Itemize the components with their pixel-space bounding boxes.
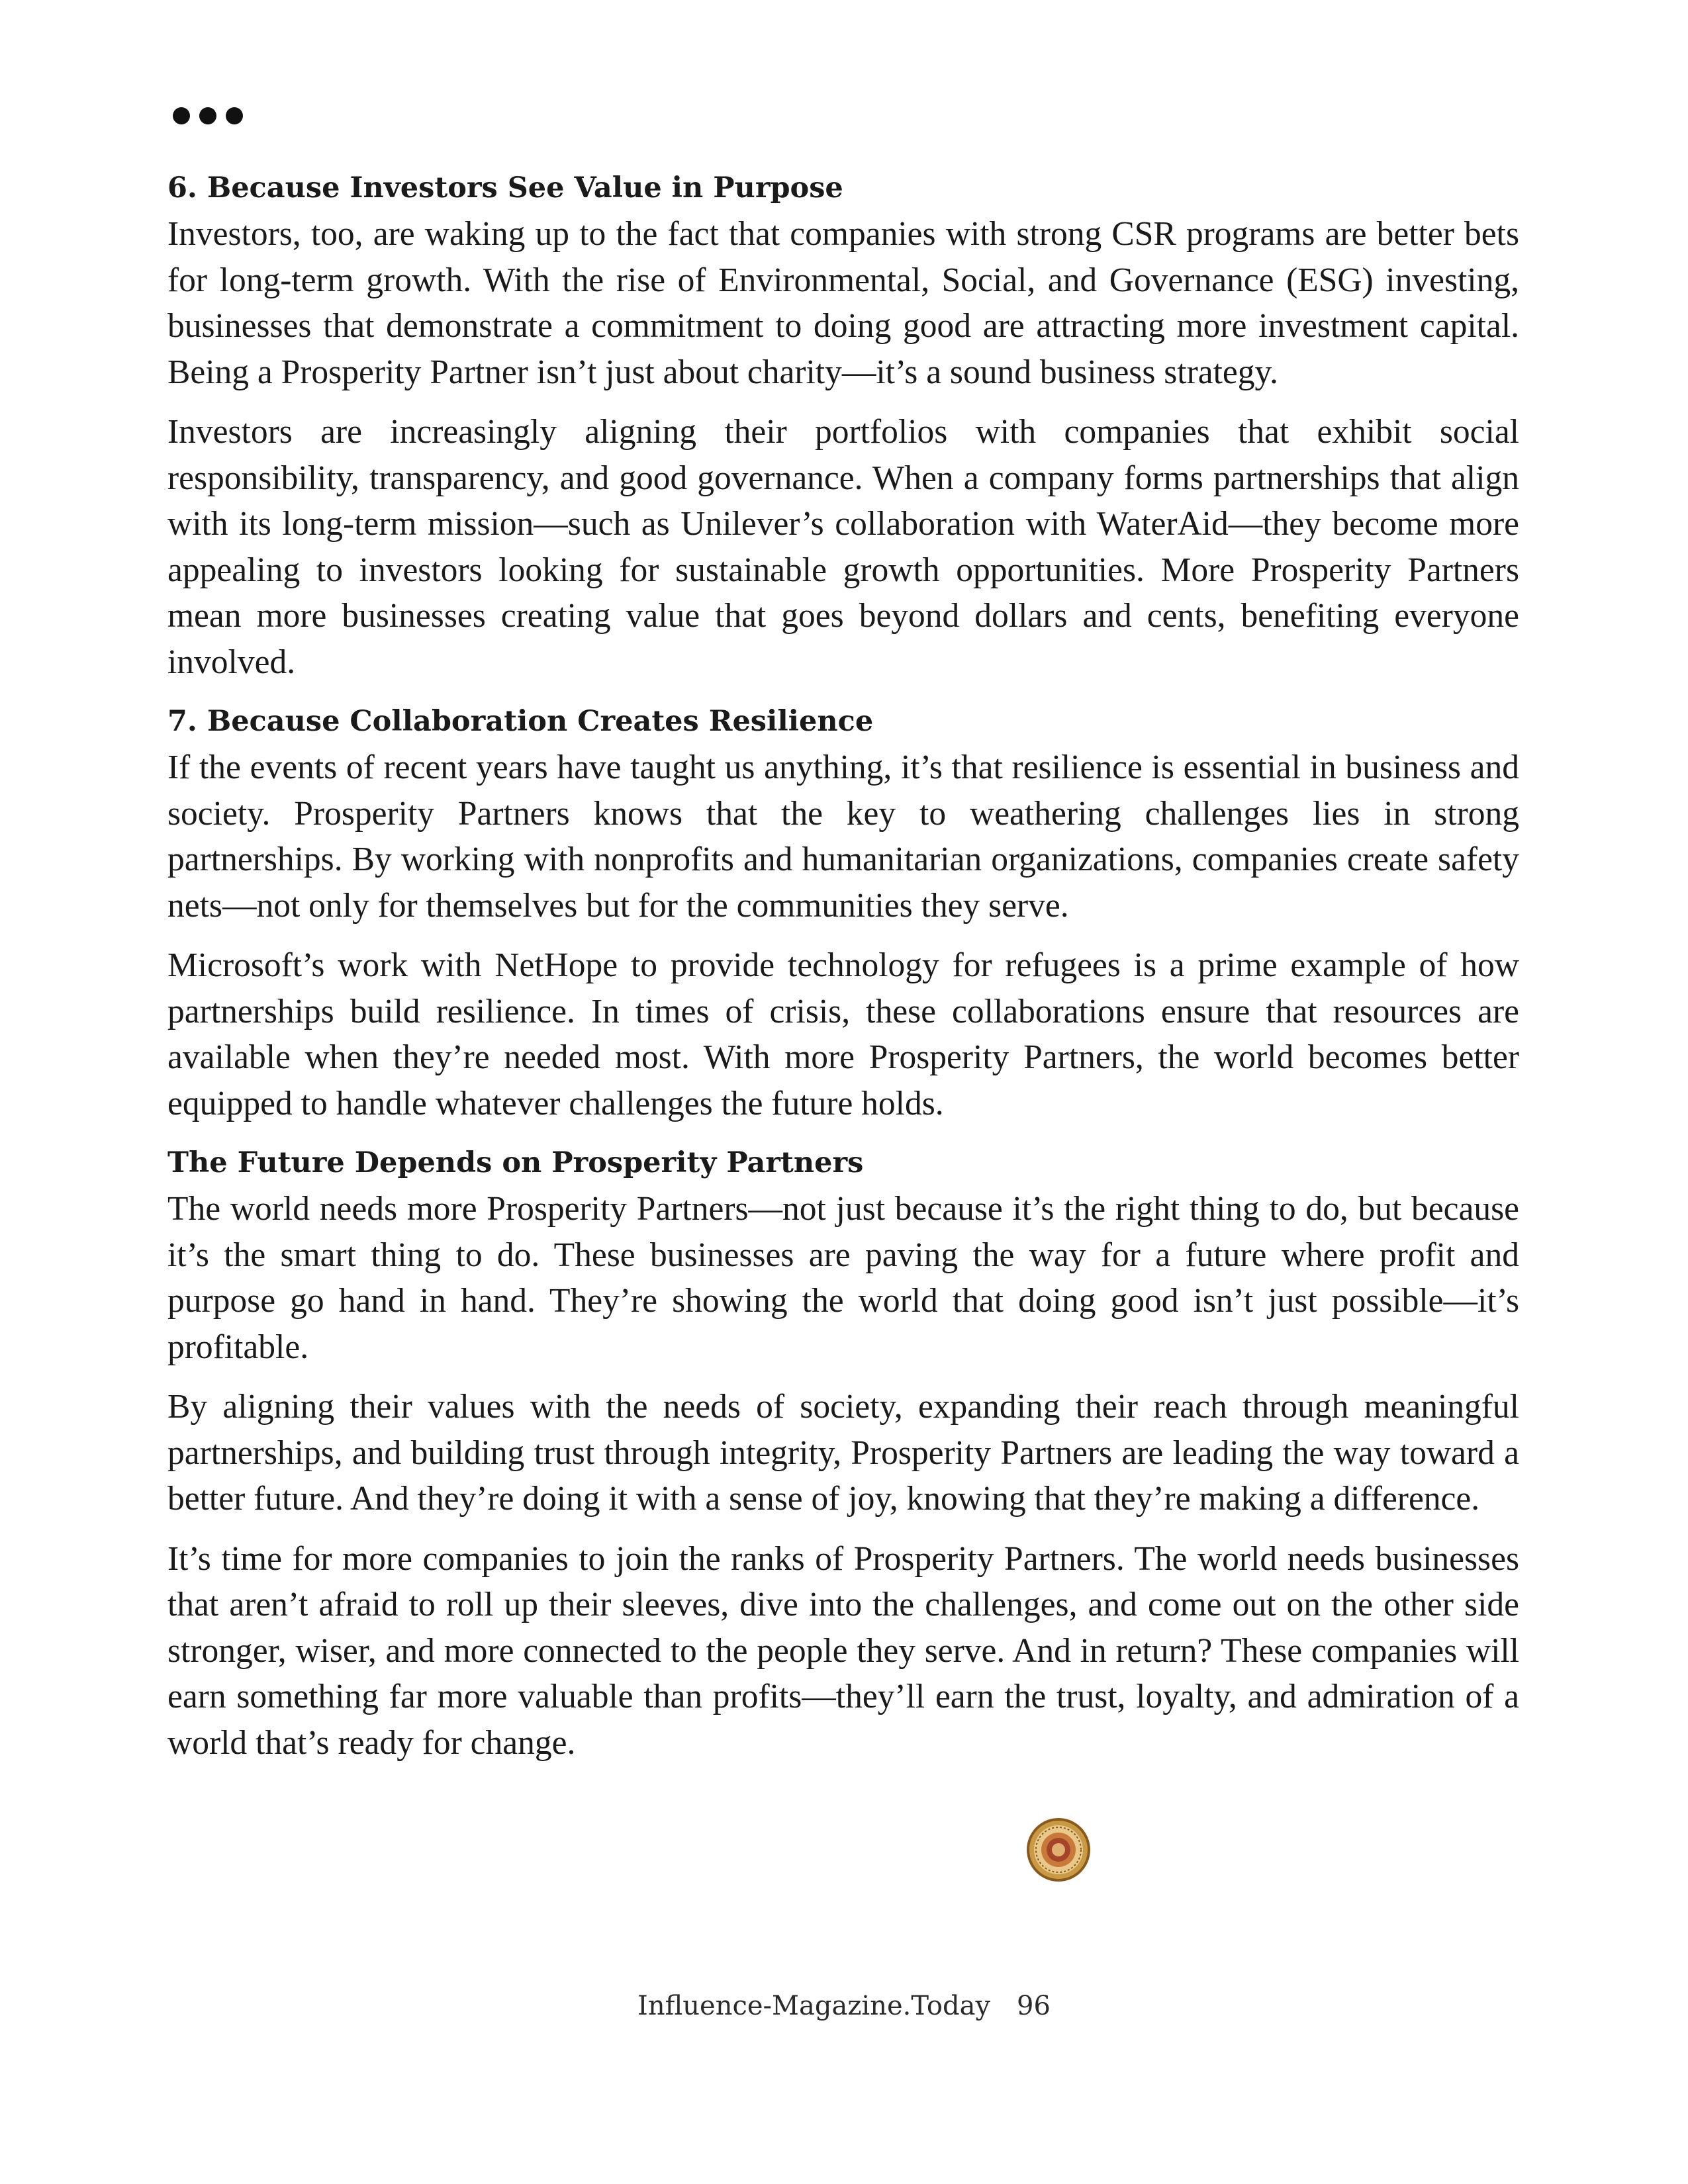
page-number: 96 [1017,1991,1051,2021]
section-investors [167,165,1519,685]
end-seal-icon [1025,1817,1092,1883]
article-body [167,165,1519,1780]
paragraph: By aligning their values with the needs of society, expanding their reach through meaningful partnerships, and building trust through integrity, Prosperity Partners are leading the way toward a better future. And they’re doing it with a sense of joy, knowing that they’re making a difference. [167,1388,1519,1518]
section-resilience [167,699,1519,1126]
footer-site-name: Influence-Magazine.Today [637,1991,991,2021]
paragraph: The world needs more Prosperity Partners—not just because it’s the right thing to do, but because it’s the smart thing to do. These businesses are paving the way for a future where profit and purpose go hand in hand. They’re showing the world that doing good isn’t just possible—it’s profitable. [167,1190,1519,1366]
paragraph: Investors, too, are waking up to the fact that companies with strong CSR programs are better bets for long-term growth. With the rise of Environmental, Social, and Governance (ESG) investing, businesses that demonstrate a commitment to doing good are attracting more investment capital. Being a Prosperity Partner isn’t just about charity—it’s a sound business strategy. [167,215,1519,391]
section-heading: 7. Because Collaboration Creates Resilience [167,705,874,738]
section-heading: The Future Depends on Prosperity Partners [167,1146,864,1179]
section-dots-ornament [173,107,243,124]
paragraph: It’s time for more companies to join the ranks of Prosperity Partners. The world needs businesses that aren’t afraid to roll up their sleeves, dive into the challenges, and come out on the other side stronger, wiser, and more connected to the people they serve. And in return? These companies will earn something far more valuable than profits—they’ll earn the trust, loyalty, and admiration of a world that’s ready for change. [167,1539,1519,1762]
dot-icon [226,107,243,124]
paragraph: Microsoft’s work with NetHope to provide technology for refugees is a prime example of how partnerships build resilience. In times of crisis, these collaborations ensure that resources are available when they’re needed most. With more Prosperity Partners, the world becomes better equipped to handle whatever challenges the future holds. [167,946,1519,1122]
paragraph: If the events of recent years have taught us anything, it’s that resilience is essential in business and society. Prosperity Partners knows that the key to weathering challenges lies in strong partnerships. By working with nonprofits and humanitarian organizations, companies create safety nets—not only for themselves but for the communities they serve. [167,749,1519,925]
paragraph: Investors are increasingly aligning their portfolios with companies that exhibit social responsibility, transparency, and good governance. When a company forms partnerships that align with its long-term mission—such as Unilever’s collaboration with WaterAid—they become more appealing to investors looking for sustainable growth opportunities. More Prosperity Partners mean more businesses creating value that goes beyond dollars and cents, benefiting everyone involved. [167,413,1519,681]
dot-icon [173,107,190,124]
section-heading: 6. Because Investors See Value in Purpose [167,171,843,205]
dot-icon [199,107,216,124]
page-footer [0,1991,1688,2021]
section-future [167,1140,1519,1766]
